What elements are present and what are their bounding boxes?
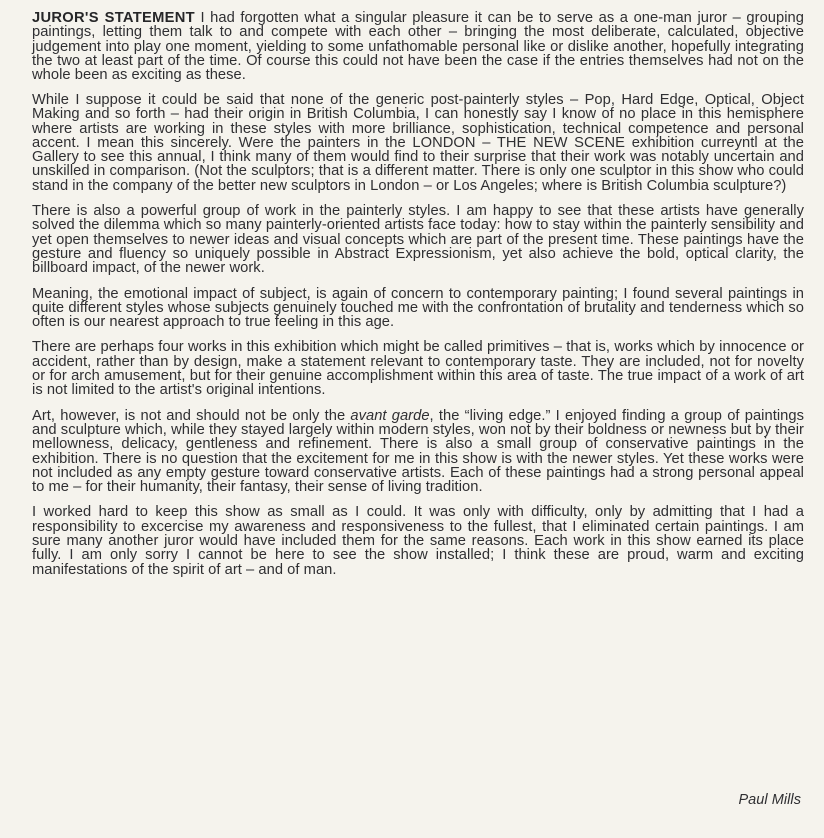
statement-heading: JUROR'S STATEMENT xyxy=(32,10,195,26)
paragraph-6-end: , the “living edge.” I enjoyed finding a group of paintings and sculpture which, while they stayed largely within modern styles, won not by their boldness or newness but by their mellowness, delicacy, gentleness and refinement. There is also a small group of conservative paintings in the exhibition. There is no question that the excitement for me in this show is with the newer styles. Yet these works were not included as any empty gesture toward conservative artists. Each of these paintings had a strong personal appeal to me – for their humanity, their fantasy, their sense of living tradition. xyxy=(32,407,804,496)
signature: Paul Mills xyxy=(738,792,801,808)
paragraph-3: There is also a powerful group of work in the painterly styles. I am happy to see that these artists have generally solved the dilemma which so many painterly-oriented artists face today: how to stay within the painterly sensibility and yet open themselves to newer ideas and visual concepts which are part of the present time. These paintings have the gesture and fluency so uniquely possible in Abstract Expressionism, yet also achieve the bold, optical clarity, the billboard impact, of the newer work. xyxy=(32,203,804,277)
paragraph-6-start: Art, however, is not and should not be only the xyxy=(32,407,351,424)
paragraph-5: There are perhaps four works in this exhibition which might be called primitives – that is, works which by innocence or accident, rather than by design, make a statement relevant to contemporary taste. They are included, not for novelty or for arch amusement, but for their genuine accomplishment within this area of taste. The true impact of a work of art is not limited to the artist's original intentions. xyxy=(32,339,804,399)
paragraph-2: While I suppose it could be said that none of the generic post-painterly styles – Pop, Hard Edge, Optical, Object Making and so forth – had their origin in British Columbia, I can honestly say I know of no place in this hemisphere where artists are working in these styles with more brilliance, sophistication, technical competence and personal accent. I mean this sincerely. Were the painters in the LONDON – THE NEW SCENE exhibition curreyntl at the Gallery to see this annual, I think many of them would find to their surprise that their work was notably uncertain and unskilled in comparison. (Not the sculptors; that is a different matter. There is only one sculptor in this show who could stand in the company of the better new sculptors in London – or Los Angeles; where is British Columbia sculpture?) xyxy=(32,91,804,194)
paragraph-4: Meaning, the emotional impact of subject, is again of concern to contemporary painting; I found several paintings in quite different styles whose subjects genuinely touched me with the confrontation of brutality and tenderness which so often is our nearest approach to true feeling in this age. xyxy=(32,285,804,331)
paragraph-1 xyxy=(32,11,804,82)
paragraph-7: I worked hard to keep this show as small as I could. It was only with difficulty, only by admitting that I had a responsibility to excercise my awareness and responsiveness to the fullest, that I eliminated certain paintings. I am sure many another juror would have included them for the same reasons. Each work in this show earned its place fully. I am only sorry I cannot be here to see the show installed; I think these are proud, warm and exciting manifestations of the spirit of art – and of man. xyxy=(32,504,804,578)
paragraph-1-body: I had forgotten what a singular pleasure it can be to serve as a one-man juror – grouping paintings, letting them talk to and compete with each other – bringing the most deliberate, calculated, objective judgement into play one moment, yielding to some unfathomable personal like or dislike another, hopefully integrating the two at least part of the time. Of course this could not have been the case if the entries themselves had not on the whole been as exciting as these. xyxy=(32,10,804,84)
paragraph-6 xyxy=(32,409,804,495)
avant-garde-phrase: avant garde xyxy=(350,407,430,424)
